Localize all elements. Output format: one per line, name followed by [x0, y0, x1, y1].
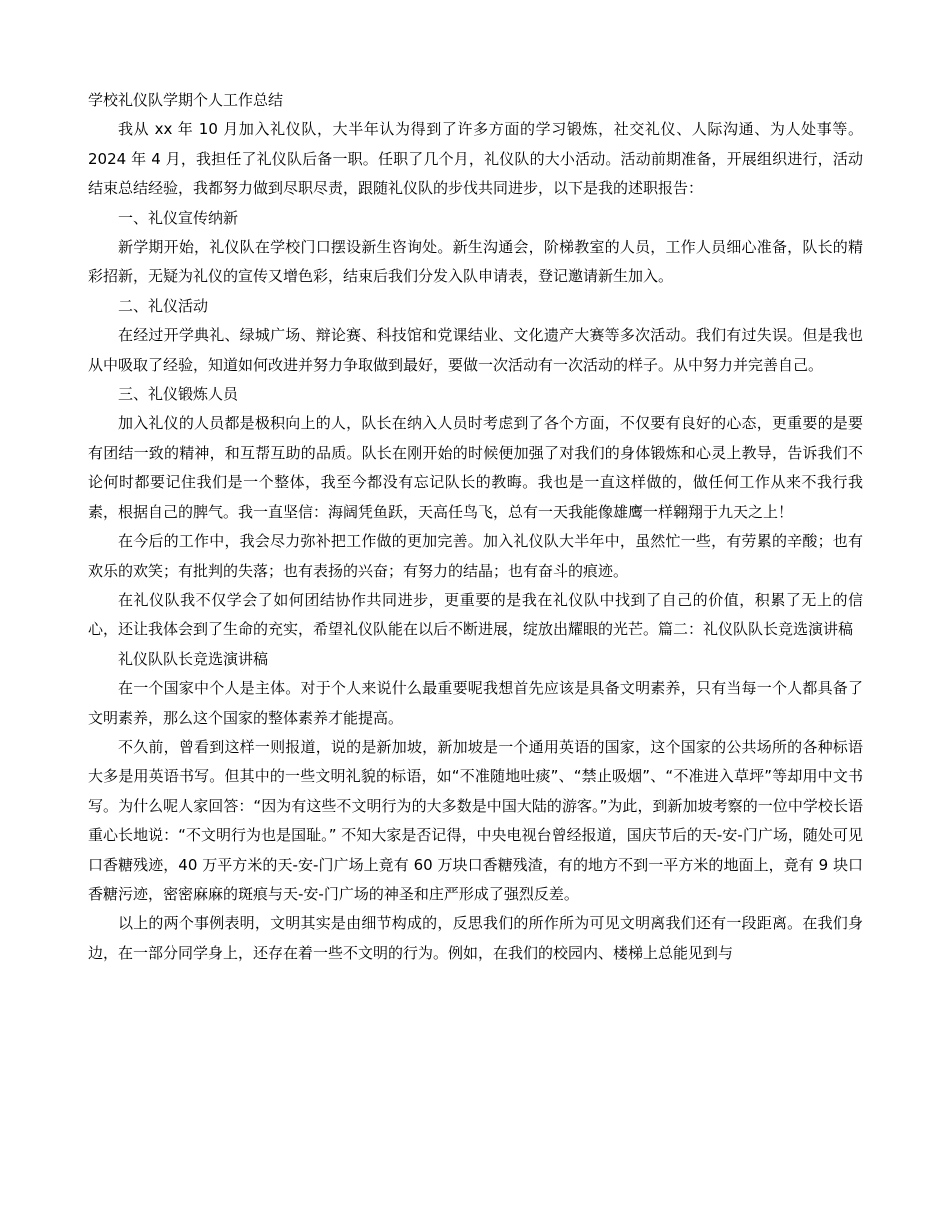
- document-body: [88, 86, 863, 968]
- speech-paragraph-3: 以上的两个事例表明，文明其实是由细节构成的，反思我们的所作所为可见文明离我们还有一段距离。在我们身边，在一部分同学身上，还存在着一些不文明的行为。例如，在我们的校园内、楼梯上总能见到与: [88, 914, 863, 962]
- section-heading-recruitment: 一、礼仪宣传纳新: [118, 208, 239, 227]
- speech-title: 礼仪队队长竞选演讲稿: [118, 649, 269, 668]
- document-title: 学校礼仪队学期个人工作总结: [88, 91, 284, 109]
- future-work-paragraph: 在今后的工作中，我会尽力弥补把工作做的更加完善。加入礼仪队大半年中，虽然忙一些，有劳累的辛酸；也有欢乐的欢笑；有批判的失落；也有表扬的兴奋；有努力的结晶；也有奋斗的痕迹。: [88, 532, 863, 580]
- speech-paragraph-2: 不久前，曾看到这样一则报道，说的是新加坡，新加坡是一个通用英语的国家，这个国家的公共场所的各种标语大多是用英语书写。但其中的一些文明礼貌的标语，如“不准随地吐痰”、“禁止吸烟”、“不准进入草坪”等却用中文书写。为什么呢人家回答：“因为有这些不文明行为的大多数是中国大陆的游客。”为此，到新加坡考察的一位中学校长语重心长地说：“不文明行为也是国耻。” 不知大家是否记得，中央电视台曾经报道，国庆节后的天-安-门广场，随处可见口香糖残迹，40 万平方米的天-安-门广场上竟有 60 万块口香糖残渣，有的地方不到一平方米的地面上，竟有 9 块口香糖污迹，密密麻麻的斑痕与天-安-门广场的神圣和庄严形成了强烈反差。: [88, 737, 863, 903]
- activities-paragraph: 在经过开学典礼、绿城广场、辩论赛、科技馆和党课结业、文化遗产大赛等多次活动。我们有过失误。但是我也从中吸取了经验，知道如何改进并努力争取做到最好，要做一次活动有一次活动的样子。从中努力并完善自己。: [88, 326, 863, 374]
- reflection-paragraph: 在礼仪队我不仅学会了如何团结协作共同进步，更重要的是我在礼仪队中找到了自己的价值，积累了无上的信心，还让我体会到了生命的充实，希望礼仪队能在以后不断进展，绽放出耀眼的光芒。篇二：礼仪队队长竞选演讲稿: [88, 590, 863, 639]
- training-paragraph: 加入礼仪的人员都是极积向上的人，队长在纳入人员时考虑到了各个方面，不仅要有良好的心态，更重要的是要有团结一致的精神，和互帮互助的品质。队长在刚开始的时候便加强了对我们的身体锻炼和心灵上教导，告诉我们不论何时都要记住我们是一个整体，我至今都没有忘记队长的教晦。我也是一直这样做的，做任何工作从来不我行我素，根据自己的脾气。我一直坚信：海阔凭鱼跃，天高任鸟飞，总有一天我能像雄鹰一样翱翔于九天之上！: [88, 414, 863, 521]
- section-heading-training: 三、礼仪锻炼人员: [118, 385, 239, 404]
- section-heading-activities: 二、礼仪活动: [118, 296, 209, 315]
- intro-paragraph: 我从 xx 年 10 月加入礼仪队，大半年认为得到了许多方面的学习锻炼，社交礼仪、人际沟通、为人处事等。2024 年 4 月，我担任了礼仪队后备一职。任职了几个月，礼仪队的大小活动。活动前期准备，开展组织进行，活动结束总结经验，我都努力做到尽职尽责，跟随礼仪队的步伐共同进步，以下是我的述职报告：: [88, 120, 863, 198]
- speech-paragraph-1: 在一个国家中个人是主体。对于个人来说什么最重要呢我想首先应该是具备文明素养，只有当每一个人都具备了文明素养，那么这个国家的整体素养才能提高。: [88, 679, 863, 727]
- recruitment-paragraph: 新学期开始，礼仪队在学校门口摆设新生咨询处。新生沟通会，阶梯教室的人员，工作人员细心准备，队长的精彩招新，无疑为礼仪的宣传又增色彩，结束后我们分发入队申请表，登记邀请新生加入。: [88, 238, 863, 286]
